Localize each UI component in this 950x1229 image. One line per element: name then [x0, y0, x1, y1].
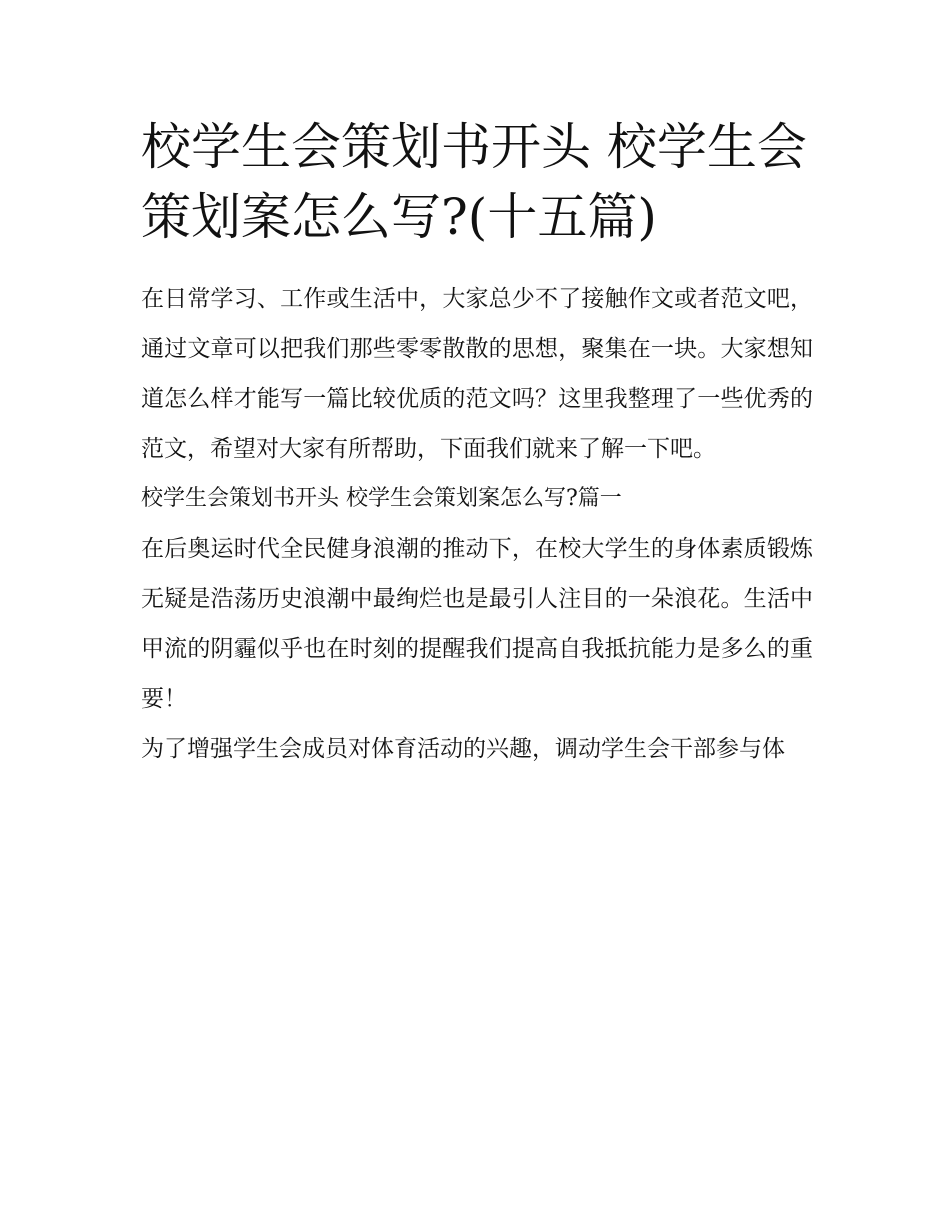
body-paragraph-2: 为了增强学生会成员对体育活动的兴趣，调动学生会干部参与体	[141, 736, 785, 762]
intro-paragraph: 在日常学习、工作或生活中，大家总少不了接触作文或者范文吧，通过文章可以把我们那些零零散散的思想，聚集在一块。大家想知道怎么样才能写一篇比较优质的范文吗？这里我整理了一些优秀的范文，希望对大家有所帮助，下面我们就来了解一下吧。	[141, 286, 813, 462]
document-body	[141, 112, 813, 774]
document-title: 校学生会策划书开头 校学生会策划案怎么写?(十五篇)	[141, 118, 807, 246]
body-paragraph-1: 在后奥运时代全民健身浪潮的推动下，在校大学生的身体素质锻炼无疑是浩荡历史浪潮中最绚烂也是最引人注目的一朵浪花。生活中甲流的阴霾似乎也在时刻的提醒我们提高自我抵抗能力是多么的重要！	[141, 536, 813, 712]
section-heading: 校学生会策划书开头 校学生会策划案怎么写?篇一	[141, 486, 622, 511]
